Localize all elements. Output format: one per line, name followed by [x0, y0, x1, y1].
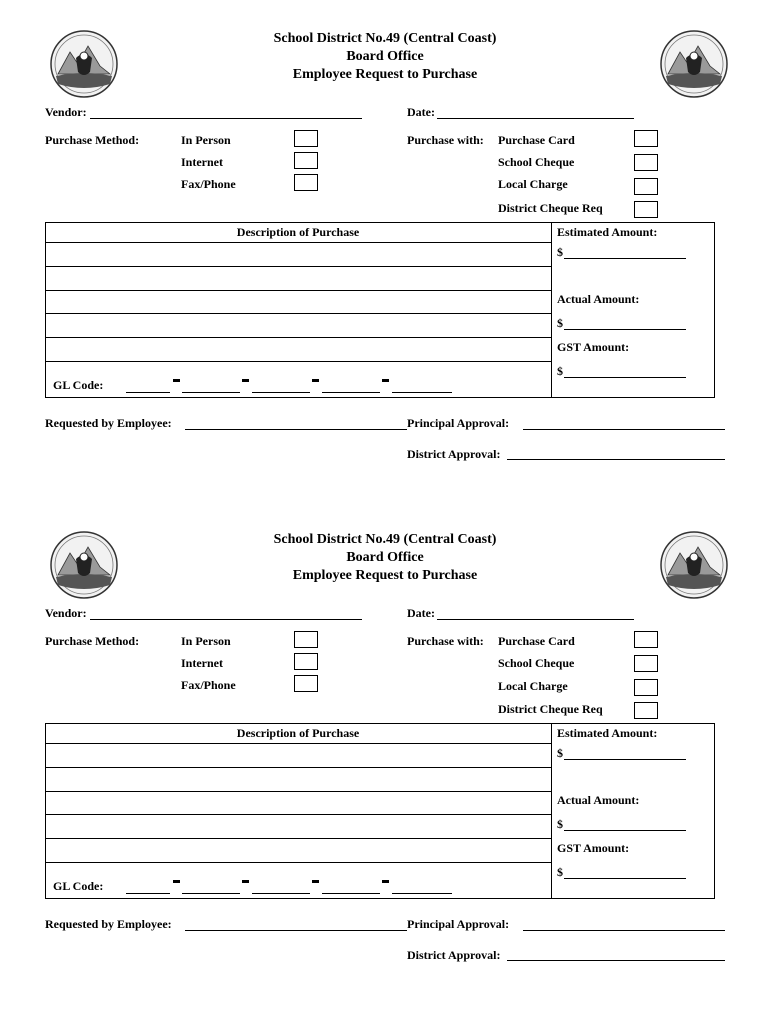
option-school-cheque: School Cheque [498, 656, 575, 670]
description-row-line [45, 242, 551, 243]
principal-approval-field[interactable] [523, 930, 725, 931]
option-district-cheque-req: District Cheque Req [498, 201, 603, 215]
in-person-checkbox[interactable] [294, 631, 318, 648]
estimated-currency: $ [557, 245, 563, 259]
requested-by-field[interactable] [185, 429, 407, 430]
gst-amount-field[interactable] [564, 878, 686, 879]
purchase-form [0, 0, 770, 500]
requested-by-label: Requested by Employee: [45, 416, 172, 430]
purchase-card-checkbox[interactable] [634, 631, 658, 648]
table-divider [551, 222, 552, 398]
gst-currency: $ [557, 364, 563, 378]
form-title-office: Board Office [346, 550, 424, 565]
actual-currency: $ [557, 817, 563, 831]
district-logo-left [48, 28, 120, 100]
gl-code-separator [382, 880, 389, 883]
gl-code-segment[interactable] [252, 893, 310, 894]
description-row-line [45, 862, 551, 863]
actual-amount-label: Actual Amount: [557, 793, 640, 807]
option-purchase-card: Purchase Card [498, 634, 575, 648]
gl-code-separator [173, 379, 180, 382]
fax-phone-checkbox[interactable] [294, 174, 318, 191]
description-row-line [45, 266, 551, 267]
district-approval-field[interactable] [507, 459, 725, 460]
purchase-card-checkbox[interactable] [634, 130, 658, 147]
form-title-district: School District No.49 (Central Coast) [273, 532, 497, 547]
date-label: Date: [407, 606, 435, 620]
principal-approval-field[interactable] [523, 429, 725, 430]
option-fax-phone: Fax/Phone [181, 177, 236, 191]
school-cheque-checkbox[interactable] [634, 655, 658, 672]
option-in-person: In Person [181, 133, 231, 147]
vendor-label: Vendor: [45, 606, 87, 620]
table-divider [551, 723, 552, 899]
school-cheque-checkbox[interactable] [634, 154, 658, 171]
gl-code-segment[interactable] [252, 392, 310, 393]
description-row-line [45, 814, 551, 815]
vendor-field[interactable] [90, 619, 362, 620]
gl-code-label: GL Code: [53, 879, 104, 893]
date-field[interactable] [437, 619, 634, 620]
gst-amount-label: GST Amount: [557, 340, 630, 354]
description-row-line [45, 313, 551, 314]
purchase-method-label: Purchase Method: [45, 133, 140, 147]
option-local-charge: Local Charge [498, 177, 568, 191]
form-title-request: Employee Request to Purchase [292, 568, 478, 583]
district-approval-label: District Approval: [407, 447, 501, 461]
actual-currency: $ [557, 316, 563, 330]
gl-code-segment[interactable] [392, 893, 452, 894]
description-header: Description of Purchase [236, 225, 360, 239]
option-school-cheque: School Cheque [498, 155, 575, 169]
gl-code-segment[interactable] [182, 893, 240, 894]
vendor-label: Vendor: [45, 105, 87, 119]
gst-amount-label: GST Amount: [557, 841, 630, 855]
local-charge-checkbox[interactable] [634, 178, 658, 195]
gl-code-label: GL Code: [53, 378, 104, 392]
option-purchase-card: Purchase Card [498, 133, 575, 147]
principal-approval-label: Principal Approval: [407, 416, 510, 430]
gl-code-separator [242, 880, 249, 883]
district-logo-right [658, 529, 730, 601]
actual-amount-field[interactable] [564, 329, 686, 330]
description-row-line [45, 767, 551, 768]
estimated-amount-label: Estimated Amount: [557, 225, 658, 239]
gl-code-separator [312, 880, 319, 883]
form-title-district: School District No.49 (Central Coast) [273, 31, 497, 46]
option-local-charge: Local Charge [498, 679, 568, 693]
purchase-table [45, 723, 715, 899]
district-approval-label: District Approval: [407, 948, 501, 962]
gl-code-separator [382, 379, 389, 382]
requested-by-label: Requested by Employee: [45, 917, 172, 931]
form-title-request: Employee Request to Purchase [292, 67, 478, 82]
purchase-with-label: Purchase with: [407, 133, 484, 147]
district-cheque-req-checkbox[interactable] [634, 201, 658, 218]
purchase-method-label: Purchase Method: [45, 634, 140, 648]
principal-approval-label: Principal Approval: [407, 917, 510, 931]
option-internet: Internet [181, 656, 223, 670]
description-row-line [45, 791, 551, 792]
gst-amount-field[interactable] [564, 377, 686, 378]
internet-checkbox[interactable] [294, 653, 318, 670]
form-title-office: Board Office [346, 49, 424, 64]
description-row-line [45, 743, 551, 744]
purchase-with-label: Purchase with: [407, 634, 484, 648]
gl-code-segment[interactable] [126, 392, 170, 393]
gl-code-separator [242, 379, 249, 382]
district-cheque-req-checkbox[interactable] [634, 702, 658, 719]
description-row-line [45, 290, 551, 291]
district-logo-left [48, 529, 120, 601]
option-district-cheque-req: District Cheque Req [498, 702, 603, 716]
description-row-line [45, 361, 551, 362]
estimated-amount-field[interactable] [564, 759, 686, 760]
gl-code-separator [173, 880, 180, 883]
gl-code-segment[interactable] [322, 893, 380, 894]
actual-amount-label: Actual Amount: [557, 292, 640, 306]
option-internet: Internet [181, 155, 223, 169]
description-row-line [45, 337, 551, 338]
gl-code-segment[interactable] [126, 893, 170, 894]
gl-code-segment[interactable] [322, 392, 380, 393]
requested-by-field[interactable] [185, 930, 407, 931]
in-person-checkbox[interactable] [294, 130, 318, 147]
date-field[interactable] [437, 118, 634, 119]
option-in-person: In Person [181, 634, 231, 648]
date-label: Date: [407, 105, 435, 119]
purchase-table [45, 222, 715, 398]
internet-checkbox[interactable] [294, 152, 318, 169]
vendor-field[interactable] [90, 118, 362, 119]
purchase-form [0, 501, 770, 1001]
gl-code-segment[interactable] [182, 392, 240, 393]
district-approval-field[interactable] [507, 960, 725, 961]
fax-phone-checkbox[interactable] [294, 675, 318, 692]
gl-code-separator [312, 379, 319, 382]
local-charge-checkbox[interactable] [634, 679, 658, 696]
actual-amount-field[interactable] [564, 830, 686, 831]
description-row-line [45, 838, 551, 839]
estimated-amount-field[interactable] [564, 258, 686, 259]
option-fax-phone: Fax/Phone [181, 678, 236, 692]
district-logo-right [658, 28, 730, 100]
gst-currency: $ [557, 865, 563, 879]
estimated-amount-label: Estimated Amount: [557, 726, 658, 740]
estimated-currency: $ [557, 746, 563, 760]
description-header: Description of Purchase [236, 726, 360, 740]
gl-code-segment[interactable] [392, 392, 452, 393]
